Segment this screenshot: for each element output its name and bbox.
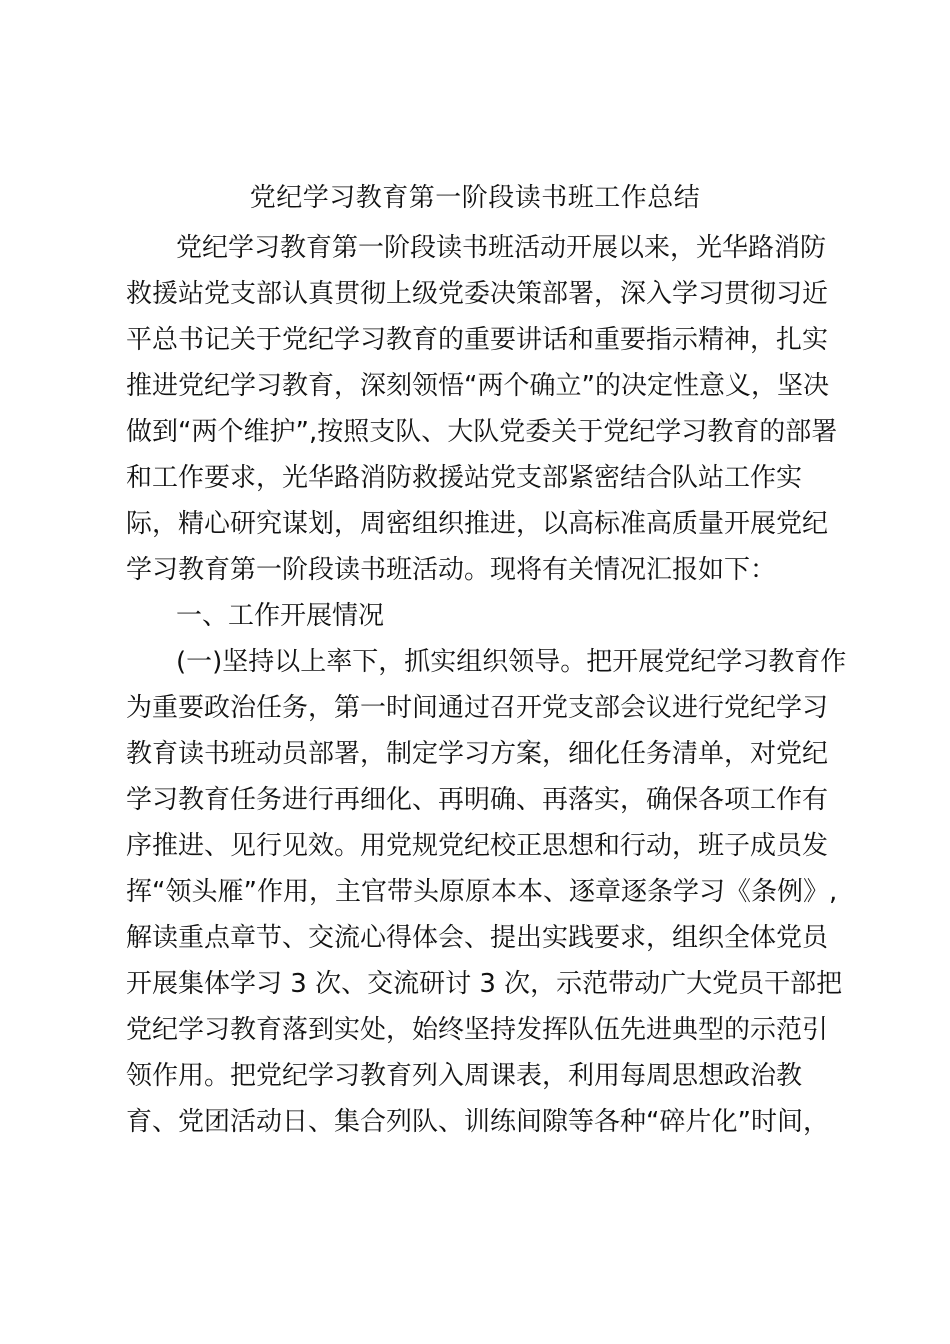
paragraph-line: 开展集体学习 3 次、交流研讨 3 次，示范带动广大党员干部把 [126,969,843,999]
paragraph-line: 党纪学习教育第一阶段读书班活动开展以来，光华路消防 [176,233,827,263]
paragraph-line: 育、党团活动日、集合列队、训练间隙等各种“碎片化”时间， [126,1107,829,1137]
paragraph-line: 平总书记关于党纪学习教育的重要讲话和重要指示精神，扎实 [126,325,829,355]
section-heading: 一、工作开展情况 [176,601,385,631]
paragraph-line: (一)坚持以上率下，抓实组织领导。把开展党纪学习教育作 [176,647,847,677]
paragraph-line: 救援站党支部认真贯彻上级党委决策部署，深入学习贯彻习近 [126,279,829,309]
paragraph-line: 教育读书班动员部署，制定学习方案，细化任务清单，对党纪 [126,739,829,769]
paragraph-line: 为重要政治任务，第一时间通过召开党支部会议进行党纪学习 [126,693,829,723]
paragraph-line: 学习教育第一阶段读书班活动。现将有关情况汇报如下： [126,555,777,585]
paragraph-line: 和工作要求，光华路消防救援站党支部紧密结合队站工作实 [126,463,803,493]
paragraph-line: 党纪学习教育落到实处，始终坚持发挥队伍先进典型的示范引 [126,1015,829,1045]
paragraph-line: 解读重点章节、交流心得体会、提出实践要求，组织全体党员 [126,923,829,953]
paragraph-line: 推进党纪学习教育，深刻领悟“两个确立”的决定性意义，坚决 [126,371,829,401]
paragraph-line: 学习教育任务进行再细化、再明确、再落实，确保各项工作有 [126,785,829,815]
paragraph-line: 做到“两个维护”,按照支队、大队党委关于党纪学习教育的部署 [126,417,838,447]
paragraph-line: 领作用。把党纪学习教育列入周课表，利用每周思想政治教 [126,1061,803,1091]
document-title: 党纪学习教育第一阶段读书班工作总结 [249,183,701,213]
paragraph-line: 序推进、见行见效。用党规党纪校正思想和行动，班子成员发 [126,831,829,861]
paragraph-line: 际，精心研究谋划，周密组织推进，以高标准高质量开展党纪 [126,509,829,539]
paragraph-line: 挥“领头雁”作用，主官带头原原本本、逐章逐条学习《条例》, [126,877,838,907]
